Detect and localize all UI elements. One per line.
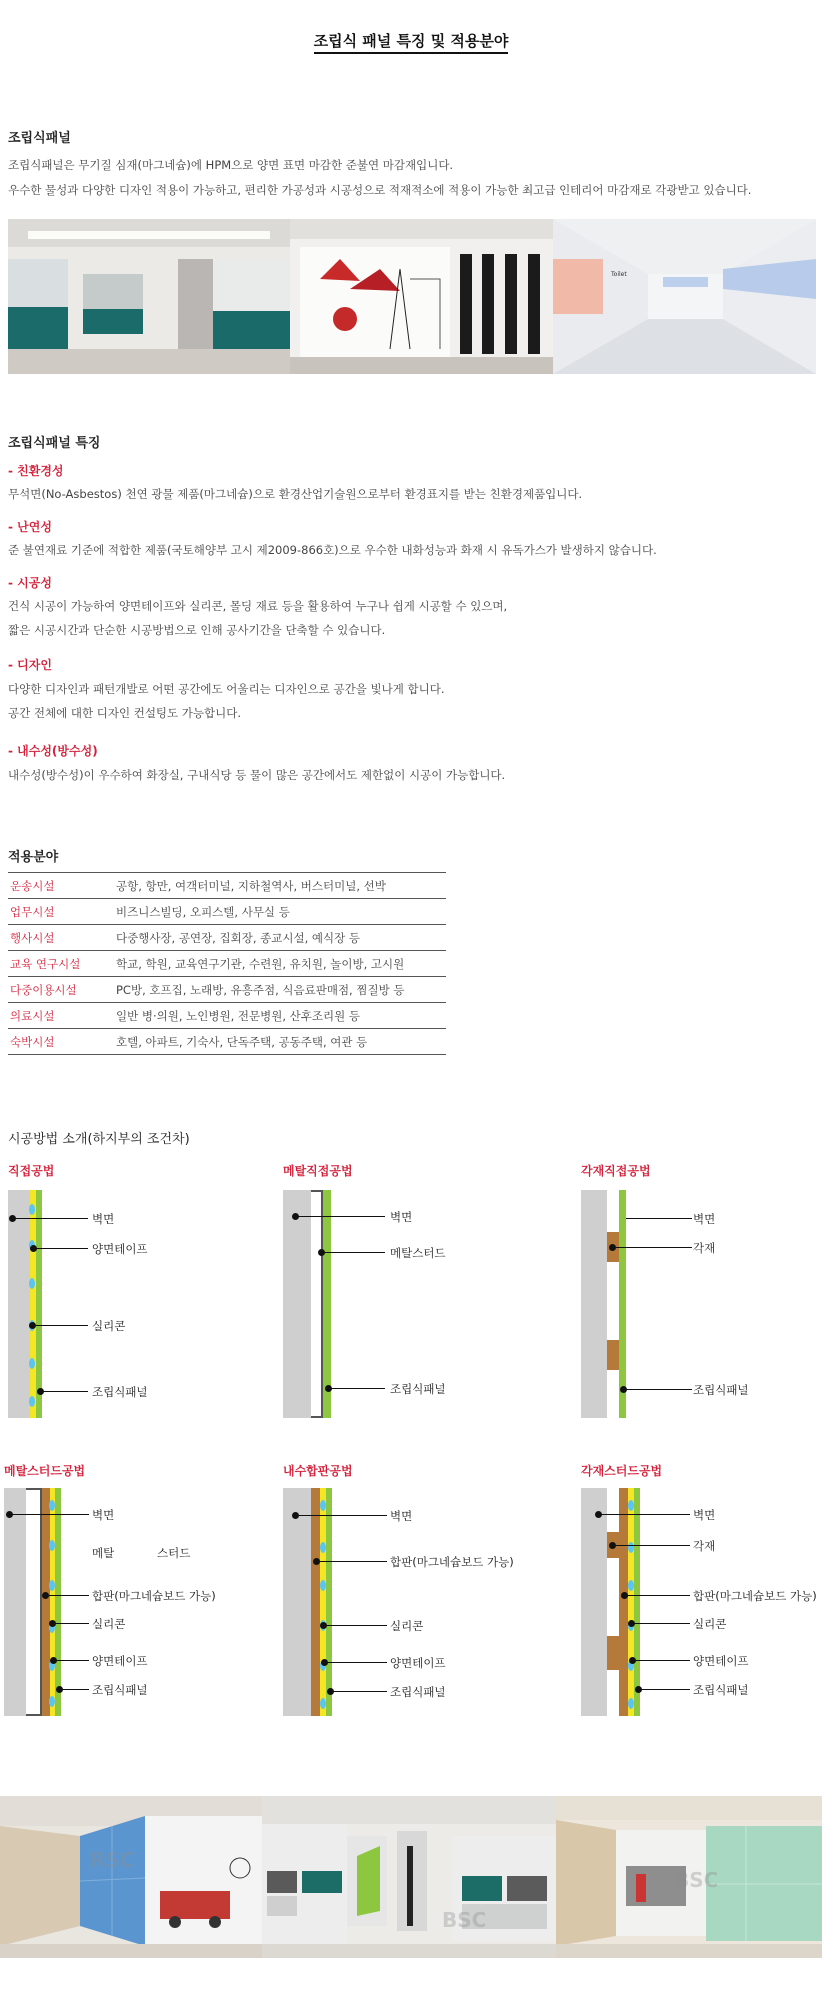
label-panel: 조립식패널 xyxy=(693,1683,749,1697)
feature-text-construct-1: 건식 시공이 가능하여 양면테이프와 실리콘, 몰딩 재료 등을 활용하여 누구나 쉽게 시공할 수 있으며, xyxy=(8,599,508,613)
table-cell-examples: 일반 병·의원, 노인병원, 전문병원, 산후조리원 등 xyxy=(116,1008,360,1023)
table-row xyxy=(8,1029,446,1055)
label-wall: 벽면 xyxy=(693,1212,716,1226)
label-wall: 벽면 xyxy=(92,1212,115,1226)
label-tape: 양면테이프 xyxy=(693,1654,749,1668)
table-cell-category: 업무시설 xyxy=(10,904,55,919)
label-silicone: 실리콘 xyxy=(390,1619,424,1633)
table-cell-examples: 다중행사장, 공연장, 집회장, 종교시설, 예식장 등 xyxy=(116,930,360,945)
table-row xyxy=(8,951,446,977)
label-plywood: 합판(마그네슘보드 가능) xyxy=(92,1589,216,1603)
feature-title-flame: - 난연성 xyxy=(8,520,52,534)
label-wood: 각재 xyxy=(693,1539,716,1553)
label-tape: 양면테이프 xyxy=(390,1656,446,1670)
label-panel: 조립식패널 xyxy=(390,1685,446,1699)
label-metal-stud: 메탈스터드 xyxy=(390,1246,446,1260)
label-wall: 벽면 xyxy=(693,1508,716,1522)
photo-hallway-green xyxy=(8,219,290,374)
label-silicone: 실리콘 xyxy=(693,1617,727,1631)
features-heading: 조립식패널 특징 xyxy=(8,436,101,451)
photo-mosaic-wall xyxy=(262,1796,556,1958)
feature-text-construct-2: 짧은 시공시간과 단순한 시공방법으로 인해 공사기간을 단축할 수 있습니다. xyxy=(8,623,386,637)
application-heading: 적용분야 xyxy=(8,850,59,865)
feature-text-design-2: 공간 전체에 대한 디자인 컨설팅도 가능합니다. xyxy=(8,706,242,720)
table-cell-examples: 비즈니스빌딩, 오피스텔, 사무실 등 xyxy=(116,904,290,919)
label-tape: 양면테이프 xyxy=(92,1654,148,1668)
watermark: RSC xyxy=(90,1848,135,1872)
table-cell-category: 교육 연구시설 xyxy=(10,956,81,971)
table-cell-category: 숙박시설 xyxy=(10,1034,55,1049)
table-cell-category: 운송시설 xyxy=(10,878,55,893)
table-row xyxy=(8,873,446,899)
feature-text-eco: 무석면(No-Asbestos) 천연 광물 제품(마그네슘)으로 환경산업기술원으로부터 환경표지를 받는 친환경제품입니다. xyxy=(8,487,583,501)
page-title: 조립식 패널 특징 및 적용분야 xyxy=(0,30,822,51)
diagram-title: 각재스터드공법 xyxy=(581,1464,663,1478)
diagram-title: 메탈직접공법 xyxy=(283,1164,353,1178)
label-panel: 조립식패널 xyxy=(92,1683,148,1697)
table-cell-category: 의료시설 xyxy=(10,1008,55,1023)
feature-title-design: - 디자인 xyxy=(8,658,52,672)
intro-heading: 조립식패널 xyxy=(8,131,71,146)
label-metal: 메탈 xyxy=(92,1546,115,1560)
label-tape: 양면테이프 xyxy=(92,1242,148,1256)
label-panel: 조립식패널 xyxy=(92,1385,148,1399)
label-wall: 벽면 xyxy=(390,1509,413,1523)
intro-line-1: 조립식패널은 무기질 심재(마그네슘)에 HPM으로 양면 표면 마감한 준불연 마감재입니다. xyxy=(8,158,454,172)
table-row xyxy=(8,977,446,1003)
photo-wall-graphic xyxy=(290,219,553,374)
label-wall: 벽면 xyxy=(92,1508,115,1522)
feature-title-construct: - 시공성 xyxy=(8,576,52,590)
photo-blue-wall xyxy=(0,1796,262,1958)
diagram-title: 메탈스터드공법 xyxy=(4,1464,86,1478)
label-panel: 조립식패널 xyxy=(390,1382,446,1396)
table-cell-examples: PC방, 호프집, 노래방, 유흥주점, 식음료판매점, 찜질방 등 xyxy=(116,982,405,997)
table-row xyxy=(8,899,446,925)
table-cell-examples: 학교, 학원, 교육연구기관, 수련원, 유치원, 놀이방, 고시원 xyxy=(116,956,405,971)
label-stud: 스터드 xyxy=(157,1546,191,1560)
photo-mint-wall xyxy=(556,1796,822,1958)
label-plywood: 합판(마그네슘보드 가능) xyxy=(390,1555,514,1569)
feature-title-eco: - 친환경성 xyxy=(8,464,64,478)
diagram-title: 각재직접공법 xyxy=(581,1164,651,1178)
watermark: BSC xyxy=(674,1868,719,1892)
label-wood: 각재 xyxy=(693,1241,716,1255)
diagram-title: 직접공법 xyxy=(8,1164,55,1178)
label-silicone: 실리콘 xyxy=(92,1617,126,1631)
label-plywood: 합판(마그네슘보드 가능) xyxy=(693,1589,817,1603)
feature-text-design-1: 다양한 디자인과 패턴개발로 어떤 공간에도 어울리는 디자인으로 공간을 빛나게 합니다. xyxy=(8,682,445,696)
watermark: BSC xyxy=(442,1908,487,1932)
table-cell-examples: 호텔, 아파트, 기숙사, 단독주택, 공동주택, 여관 등 xyxy=(116,1034,368,1049)
feature-title-water: - 내수성(방수성) xyxy=(8,744,98,758)
label-silicone: 실리콘 xyxy=(92,1319,126,1333)
feature-text-water: 내수성(방수성)이 우수하여 화장실, 구내식당 등 물이 많은 공간에서도 제한없이 시공이 가능합니다. xyxy=(8,768,506,782)
label-panel: 조립식패널 xyxy=(693,1383,749,1397)
application-table xyxy=(8,872,446,1055)
table-cell-category: 행사시설 xyxy=(10,930,55,945)
table-row xyxy=(8,1003,446,1029)
intro-line-2: 우수한 물성과 다양한 디자인 적용이 가능하고, 편리한 가공성과 시공성으로 적재적소에 적용이 가능한 최고급 인테리어 마감재로 각광받고 있습니다. xyxy=(8,183,752,197)
table-cell-category: 다중이용시설 xyxy=(10,982,77,997)
toilet-sign: Toilet xyxy=(611,271,627,278)
diagram-title: 내수합판공법 xyxy=(283,1464,353,1478)
methods-heading: 시공방법 소개(하지부의 조건차) xyxy=(8,1132,190,1147)
table-row xyxy=(8,925,446,951)
label-wall: 벽면 xyxy=(390,1210,413,1224)
photo-toilet-corridor xyxy=(553,219,816,374)
table-cell-examples: 공항, 항만, 여객터미널, 지하철역사, 버스터미널, 선박 xyxy=(116,878,386,893)
feature-text-flame: 준 불연재료 기준에 적합한 제품(국토해양부 고시 제2009-866호)으로 우수한 내화성능과 화재 시 유독가스가 발생하지 않습니다. xyxy=(8,543,657,557)
